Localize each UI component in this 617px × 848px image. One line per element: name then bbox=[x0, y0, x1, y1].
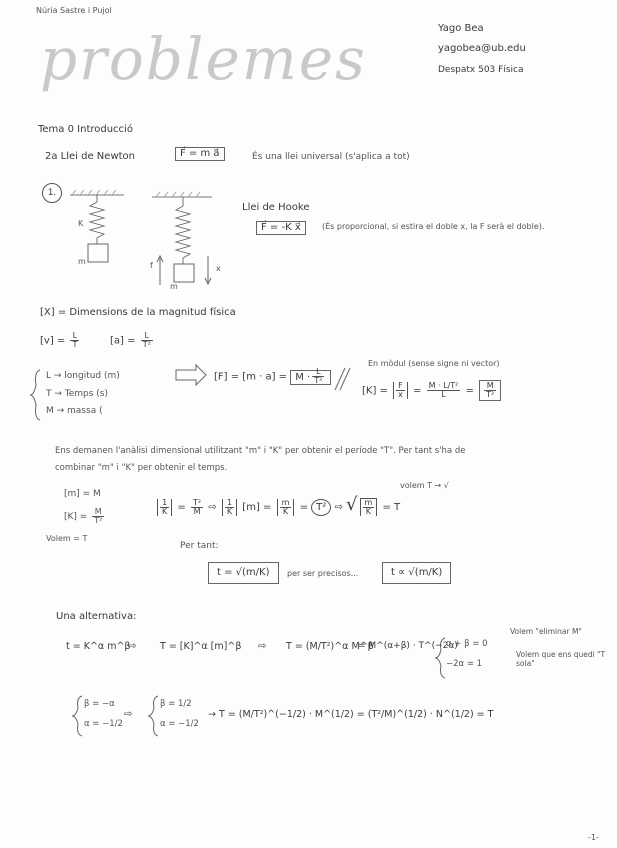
k-expanded-num: M · L/T² bbox=[428, 381, 459, 390]
analysis-line1: Ens demanen l'anàlisi dimensional utilitzant "m" i "K" per obtenir el període "T". Per tant s'ha de bbox=[55, 446, 466, 456]
k-dimension bbox=[64, 508, 106, 525]
velocity-frac bbox=[70, 332, 79, 349]
force-dimension-label: [F] = [m · a] = bbox=[214, 371, 288, 383]
page-title: problemes bbox=[40, 25, 367, 93]
force-label-f: f bbox=[150, 261, 153, 270]
mass-label-m2: m bbox=[170, 282, 178, 291]
equals-t: = T bbox=[382, 502, 401, 513]
alt-arrow-1: ⇨ bbox=[128, 641, 137, 652]
k-expanded-den: L bbox=[441, 390, 446, 399]
one-over-k-den: K bbox=[162, 506, 168, 516]
force-frac-num: L bbox=[312, 368, 324, 377]
force-frac-den: T² bbox=[314, 376, 323, 385]
t2-over-m-den: M bbox=[193, 506, 201, 516]
k-dimension-den: T² bbox=[94, 516, 103, 525]
alt-arrow-3: ⇨ bbox=[124, 709, 133, 720]
arrow-2: ⇨ bbox=[334, 502, 343, 513]
alt-step-1: t = K^α m^β bbox=[66, 641, 131, 652]
spring-label-k: K bbox=[78, 219, 84, 228]
k-frac-den: x bbox=[398, 390, 403, 399]
one-over-k-2 bbox=[222, 499, 237, 516]
mass-bracket: [m] = bbox=[242, 502, 272, 513]
acceleration-den: T² bbox=[142, 340, 151, 349]
note-t-sola: Volem que ens quedi "T sola" bbox=[516, 650, 606, 668]
sol-beta-1: β = −α bbox=[84, 699, 115, 709]
period-derivation: $\frac{1}{K}$ = $\frac{\text{T²}}{M}$ ⇨ $\frac{1}{K}$ [m] = $\frac{m}{K}$ = T² ⇨ √ $\frac{m}{K}$ = T bbox=[155, 496, 400, 516]
k-expanded bbox=[427, 382, 461, 399]
analysis-line2: combinar "m" i "K" per obtenir el temps. bbox=[55, 463, 228, 473]
force-frac bbox=[312, 368, 324, 385]
newton-formula: F⃗ = m a⃗ bbox=[175, 147, 225, 161]
newton-note: És una llei universal (s'aplica a tot) bbox=[252, 152, 410, 162]
hooke-title: Llei de Hooke bbox=[242, 202, 310, 213]
sqrt-m-over-k-num: m bbox=[364, 498, 373, 507]
alternative-title: Una alternativa: bbox=[56, 611, 137, 622]
k-dimension-num: M bbox=[92, 508, 104, 517]
note-eliminate-m: Volem "eliminar M" bbox=[510, 627, 582, 636]
acceleration-frac bbox=[141, 332, 153, 349]
mass-dimension: [m] = M bbox=[64, 489, 101, 499]
k-result bbox=[479, 380, 501, 401]
t-squared-circled: T² bbox=[311, 499, 331, 516]
alt-step-4: = M^(α+β) · T^(−2α) bbox=[358, 641, 458, 651]
per-tant: Per tant: bbox=[180, 541, 219, 551]
instructor-name: Yago Bea bbox=[438, 23, 484, 34]
list-length: L → longitud (m) bbox=[46, 371, 120, 381]
one-over-k bbox=[157, 499, 172, 516]
one-over-k-num: 1 bbox=[160, 499, 169, 508]
force-dimension-result bbox=[290, 367, 331, 385]
newton-law-label: 2a Llei de Newton bbox=[45, 151, 135, 162]
hooke-note: (És proporcional, si estira el doble x, la F serà el doble). bbox=[322, 222, 545, 231]
force-m: M · bbox=[295, 371, 311, 383]
displacement-label-x: x bbox=[216, 264, 221, 273]
mass-label-m: m bbox=[78, 257, 86, 266]
t-proportional-box: t ∝ √(m/K) bbox=[382, 562, 451, 584]
m-over-k-den: K bbox=[282, 506, 289, 516]
m-over-k-num: m bbox=[281, 497, 290, 507]
sqrt-m-over-k bbox=[360, 498, 378, 516]
sqrt-symbol: √ bbox=[346, 494, 358, 515]
list-time: T → Temps (s) bbox=[46, 389, 109, 399]
author-left: Núria Sastre i Pujol bbox=[36, 6, 112, 15]
sol-alpha-1: α = −1/2 bbox=[84, 719, 123, 729]
alt-arrow-2: ⇨ bbox=[258, 641, 267, 652]
sol-beta-2: β = 1/2 bbox=[160, 699, 192, 709]
system-eq-1: α + β = 0 bbox=[446, 639, 488, 649]
system-eq-2: −2α = 1 bbox=[446, 659, 483, 669]
acceleration-num: L bbox=[141, 332, 153, 341]
one-over-k-2-den: K bbox=[226, 506, 233, 516]
acceleration-dimension bbox=[110, 332, 155, 349]
precisos-note: per ser precisos... bbox=[287, 569, 359, 578]
problem-number: 1. bbox=[42, 183, 62, 203]
t-equation-box: t = √(m/K) bbox=[208, 562, 279, 584]
velocity-label: [v] = bbox=[40, 335, 66, 347]
list-mass: M → massa ( bbox=[46, 406, 103, 416]
force-dimension bbox=[214, 368, 331, 385]
k-frac bbox=[393, 382, 408, 399]
section-title: Tema 0 Introducció bbox=[38, 124, 133, 135]
m-over-k bbox=[277, 499, 295, 516]
t2-over-m bbox=[191, 499, 203, 516]
k-frac-num: F bbox=[396, 382, 405, 391]
volem-note: volem T → √ bbox=[400, 481, 449, 490]
velocity-dimension bbox=[40, 332, 81, 349]
instructor-office: Despatx 503 Física bbox=[438, 65, 524, 75]
k-dimension-frac bbox=[92, 508, 104, 525]
velocity-num: L bbox=[70, 332, 79, 341]
final-derivation: → T = (M/T²)^(−1/2) · M^(1/2) = (T²/M)^(1/2) · N^(1/2) = T bbox=[208, 709, 494, 720]
alt-step-2: T = [K]^α [m]^β bbox=[160, 641, 242, 652]
k-result-num: M bbox=[484, 382, 496, 391]
alt-step-3: T = (M/T²)^α M^β bbox=[286, 641, 374, 652]
spring-constant-dimension: [K] = $\frac{F}{x}$ = $\frac{\text{M · L/T²}}{L}$ = $\frac{M}{\text{T²}}$ bbox=[362, 380, 503, 401]
dimension-definition: [X] = Dimensions de la magnitud física bbox=[40, 307, 236, 318]
sol-alpha-2: α = −1/2 bbox=[160, 719, 199, 729]
modul-note: En mòdul (sense signe ni vector) bbox=[368, 359, 500, 368]
hooke-formula: F⃗ = -K x⃗ bbox=[256, 221, 306, 235]
k-label: [K] = bbox=[362, 385, 388, 397]
volem-t: Volem = T bbox=[46, 534, 88, 543]
page-number: -1- bbox=[588, 833, 599, 842]
t2-over-m-num: T² bbox=[193, 497, 202, 507]
sqrt-m-over-k-den: K bbox=[365, 507, 372, 516]
one-over-k-2-num: 1 bbox=[225, 499, 234, 508]
acceleration-label: [a] = bbox=[110, 335, 136, 347]
instructor-email: yagobea@ub.edu bbox=[438, 43, 526, 54]
k-result-den: T² bbox=[486, 390, 495, 399]
k-dimension-label: [K] = bbox=[64, 512, 88, 522]
arrow-1: ⇨ bbox=[208, 502, 217, 513]
velocity-den: T bbox=[72, 340, 78, 349]
